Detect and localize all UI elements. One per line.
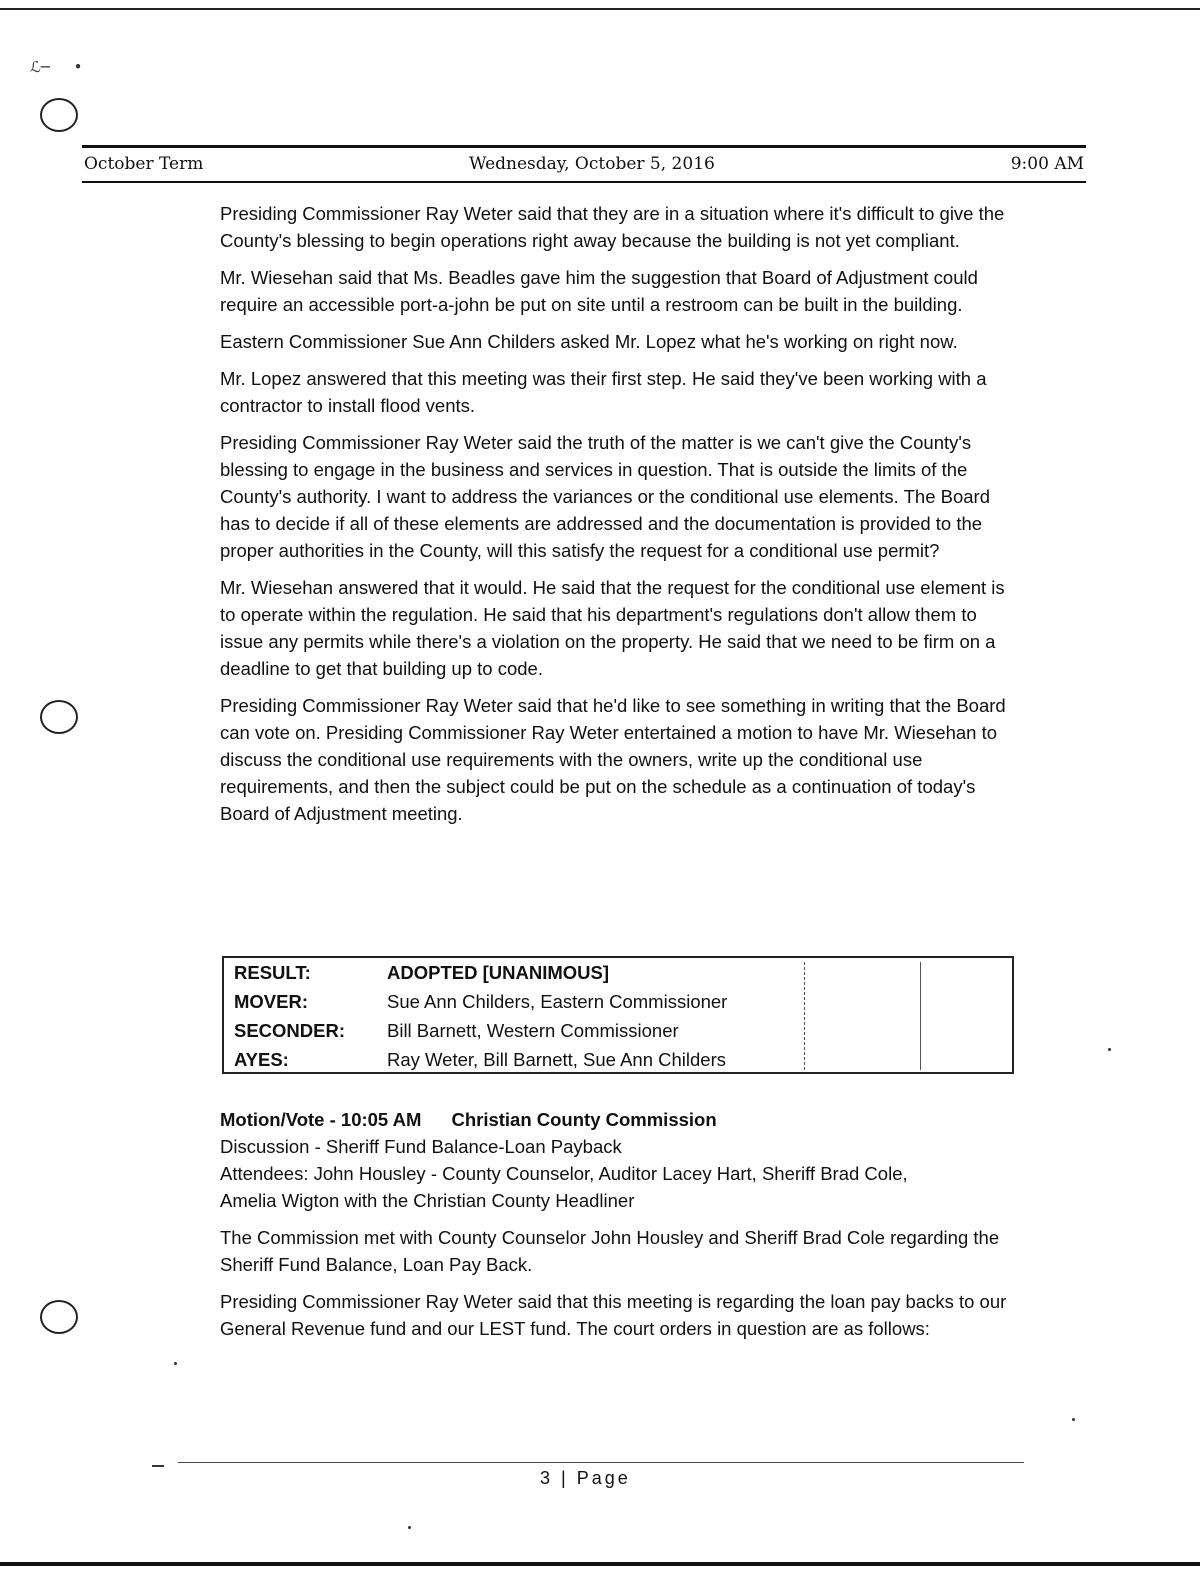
motion-heading xyxy=(220,1106,1020,1133)
ayes-value: Ray Weter, Bill Barnett, Sue Ann Childers xyxy=(387,1049,726,1070)
vote-result-table xyxy=(222,956,1014,1074)
mover-value: Sue Ann Childers, Eastern Commissioner xyxy=(387,991,728,1012)
paragraph: Presiding Commissioner Ray Weter said that this meeting is regarding the loan pay backs to our General Revenue fund and our LEST fund. The court orders in question are as follows: xyxy=(220,1291,1007,1339)
paragraph: Presiding Commissioner Ray Weter said that he'd like to see something in writing that the Board can vote on. Presiding Commissioner Ray Weter entertained a motion to have Mr. Wiesehan to discuss the conditional use requirements with the owners, write up the conditional use requirements, and then the subject could be put on the schedule as a continuation of today's Board of Adjustment meeting. xyxy=(220,695,1006,824)
motion-time: Motion/Vote - 10:05 AM xyxy=(220,1109,422,1130)
seconder-label: SECONDER: xyxy=(234,1020,346,1041)
margin-scribble: ℒ─ • xyxy=(30,58,83,76)
minutes-body xyxy=(220,200,1020,837)
footer-dash xyxy=(152,1465,164,1467)
seconder-value: Bill Barnett, Western Commissioner xyxy=(387,1020,679,1041)
punch-hole-middle xyxy=(40,700,78,734)
motion-discussion: Discussion - Sheriff Fund Balance-Loan Payback xyxy=(220,1136,622,1157)
footer-rule xyxy=(178,1462,1024,1463)
scan-speck xyxy=(408,1526,411,1529)
scan-top-edge xyxy=(0,8,1200,10)
punch-hole-top xyxy=(40,98,78,132)
paragraph: Presiding Commissioner Ray Weter said the truth of the matter is we can't give the County's blessing to engage in the business and services in question. That is outside the limits of the County's authority. I want to address the variances or the conditional use elements. The Board has to decide if all of these elements are addressed and the documentation is provided to the proper authorities in the County, will this satisfy the request for a conditional use permit? xyxy=(220,432,990,561)
paragraph: Mr. Wiesehan said that Ms. Beadles gave him the suggestion that Board of Adjustment could require an accessible port-a-john be put on site until a restroom can be built in the building. xyxy=(220,267,978,315)
paragraph: Eastern Commissioner Sue Ann Childers asked Mr. Lopez what he's working on right now. xyxy=(220,331,958,352)
scan-speck xyxy=(1072,1418,1075,1421)
scan-speck xyxy=(174,1362,177,1365)
mover-label: MOVER: xyxy=(234,991,308,1012)
paragraph: Mr. Wiesehan answered that it would. He said that the request for the conditional use element is to operate within the regulation. He said that his department's regulations don't allow them to issue any permits while there's a violation on the property. He said that we need to be firm on a deadline to get that building up to code. xyxy=(220,577,1005,679)
motion-section xyxy=(220,1106,1020,1342)
punch-hole-bottom xyxy=(40,1300,78,1334)
header-term: October Term xyxy=(84,154,204,174)
header-date: Wednesday, October 5, 2016 xyxy=(469,154,715,174)
motion-attendees-2: Amelia Wigton with the Christian County Headliner xyxy=(220,1190,635,1211)
result-label: RESULT: xyxy=(234,962,311,983)
scan-bottom-edge xyxy=(0,1562,1200,1566)
header-time: 9:00 AM xyxy=(1010,154,1084,174)
table-column-divider xyxy=(804,962,805,1070)
paragraph: Presiding Commissioner Ray Weter said that they are in a situation where it's difficult to give the County's blessing to begin operations right away because the building is not yet compliant. xyxy=(220,203,1005,251)
paragraph: Mr. Lopez answered that this meeting was their first step. He said they've been working with a contractor to install flood vents. xyxy=(220,368,987,416)
page-header xyxy=(84,152,1084,178)
result-value: ADOPTED [UNANIMOUS] xyxy=(387,962,609,983)
scan-speck xyxy=(1108,1048,1111,1051)
ayes-label: AYES: xyxy=(234,1049,289,1070)
header-rule-bottom xyxy=(82,181,1086,183)
table-column-divider xyxy=(920,962,921,1070)
header-rule-top xyxy=(82,145,1086,148)
page-number: 3 | Page xyxy=(540,1468,631,1488)
paragraph: The Commission met with County Counselor John Housley and Sheriff Brad Cole regarding the Sheriff Fund Balance, Loan Pay Back. xyxy=(220,1227,1000,1275)
motion-attendees-1: Attendees: John Housley - County Counselor, Auditor Lacey Hart, Sheriff Brad Cole, xyxy=(220,1163,908,1184)
motion-body: Christian County Commission xyxy=(451,1109,717,1130)
